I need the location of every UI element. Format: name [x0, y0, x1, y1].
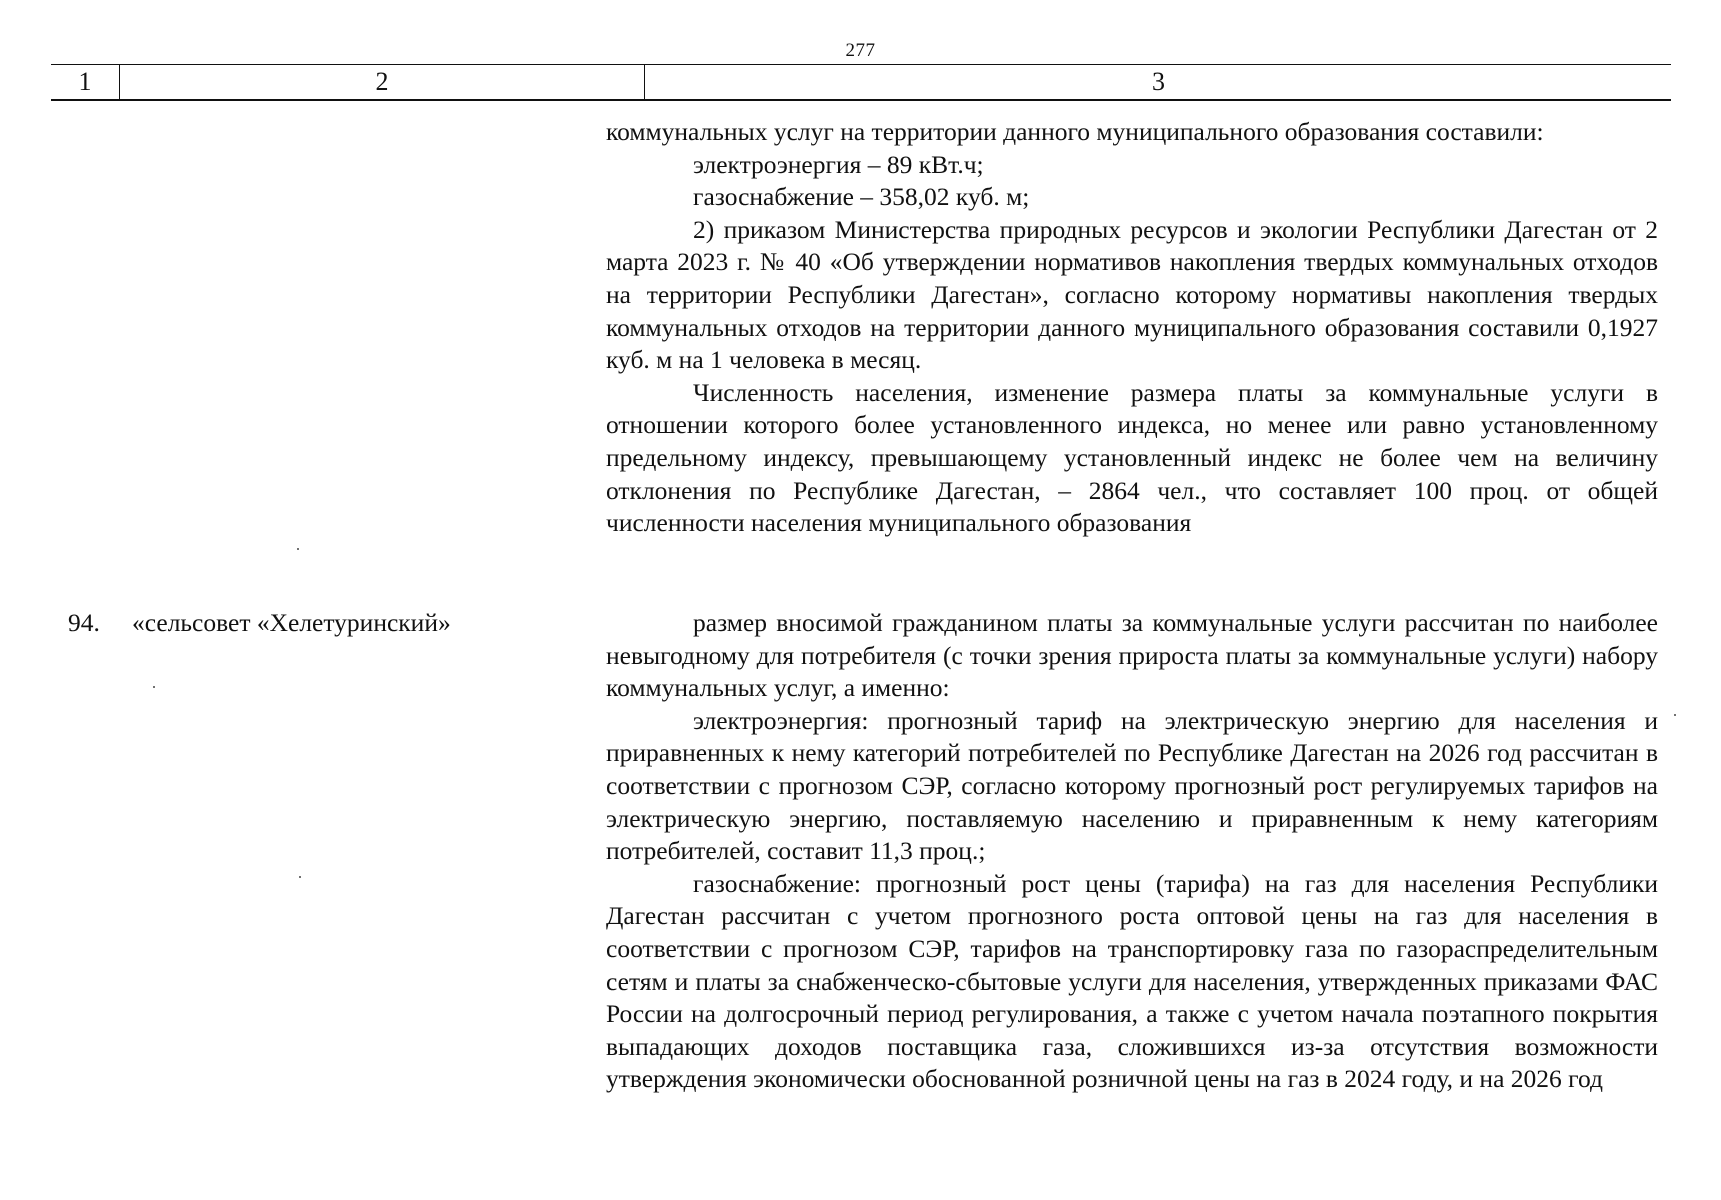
paragraph: Численность населения, изменение размера платы за коммунальные услуги в отношении которого более установленного индекса, но менее или равно установленному предельному индексу, превышающему установленный индекс не более чем на величину отклонения по Республике Дагестан, – 2864 чел., что составляет 100 проц. от общей численности населения муниципального образования — [606, 377, 1658, 538]
paragraph: электроэнергия: прогнозный тариф на электрическую энергию для населения и приравненных к нему категорий потребителей по Республике Дагестан на 2026 год рассчитан в соответствии с прогнозом СЭР, согласно которому прогнозный рост регулируемых тарифов на электрическую энергию, поставляемую населению и приравненным к нему категориям потребителей, составит 11,3 проц.; — [606, 705, 1658, 866]
paragraph: газоснабжение: прогнозный рост цены (тарифа) на газ для населения Республики Дагестан рассчитан с учетом прогнозного роста оптовой цены на газ для населения в соответствии с прогнозом СЭР, тарифов на транспортировку газа по газораспределительным сетям и платы за снабженческо-сбытовые услуги для населения, утвержденных приказами ФАС России на долгосрочный период регулирования, а также с учетом начала поэтапного покрытия выпадающих доходов поставщика газа, сложившихся из-за отсутствия возможности утверждения экономически обоснованной розничной цены на газ в 2024 году, и на 2026 год — [606, 868, 1658, 1094]
municipality-name: «сельсовет «Хелетуринский» — [132, 608, 451, 637]
table-header-row — [51, 64, 1671, 101]
row-94-text — [606, 607, 1658, 1096]
row-number: 94. — [68, 608, 100, 637]
continued-row-text — [606, 116, 1658, 540]
header-col-1: 1 — [51, 65, 120, 99]
header-col-2: 2 — [120, 65, 645, 99]
paragraph: коммунальных услуг на территории данного муниципального образования составили: — [606, 117, 1544, 146]
list-item: электроэнергия – 89 кВт.ч; — [693, 149, 984, 179]
paragraph: 2) приказом Министерства природных ресурсов и экологии Республики Дагестан от 2 марта 2023 г. № 40 «Об утверждении нормативов накопления твердых коммунальных отходов на территории Республики Дагестан», согласно которому нормативы накопления твердых коммунальных отходов на территории данного муниципального образования составили 0,1927 куб. м на 1 человека в месяц. — [606, 214, 1658, 375]
scan-speck — [297, 548, 299, 550]
scan-speck — [153, 686, 155, 688]
list-item: газоснабжение – 358,02 куб. м; — [693, 182, 1030, 212]
scan-speck — [299, 876, 301, 878]
scan-speck — [1674, 714, 1676, 716]
paragraph: размер вносимой гражданином платы за коммунальные услуги рассчитан по наиболее невыгодному для потребителя (с точки зрения прироста платы за коммунальные услуги) набору коммунальных услуг, а именно: — [606, 608, 1658, 703]
page-number: 277 — [845, 40, 876, 61]
header-col-3: 3 — [1152, 67, 1165, 96]
